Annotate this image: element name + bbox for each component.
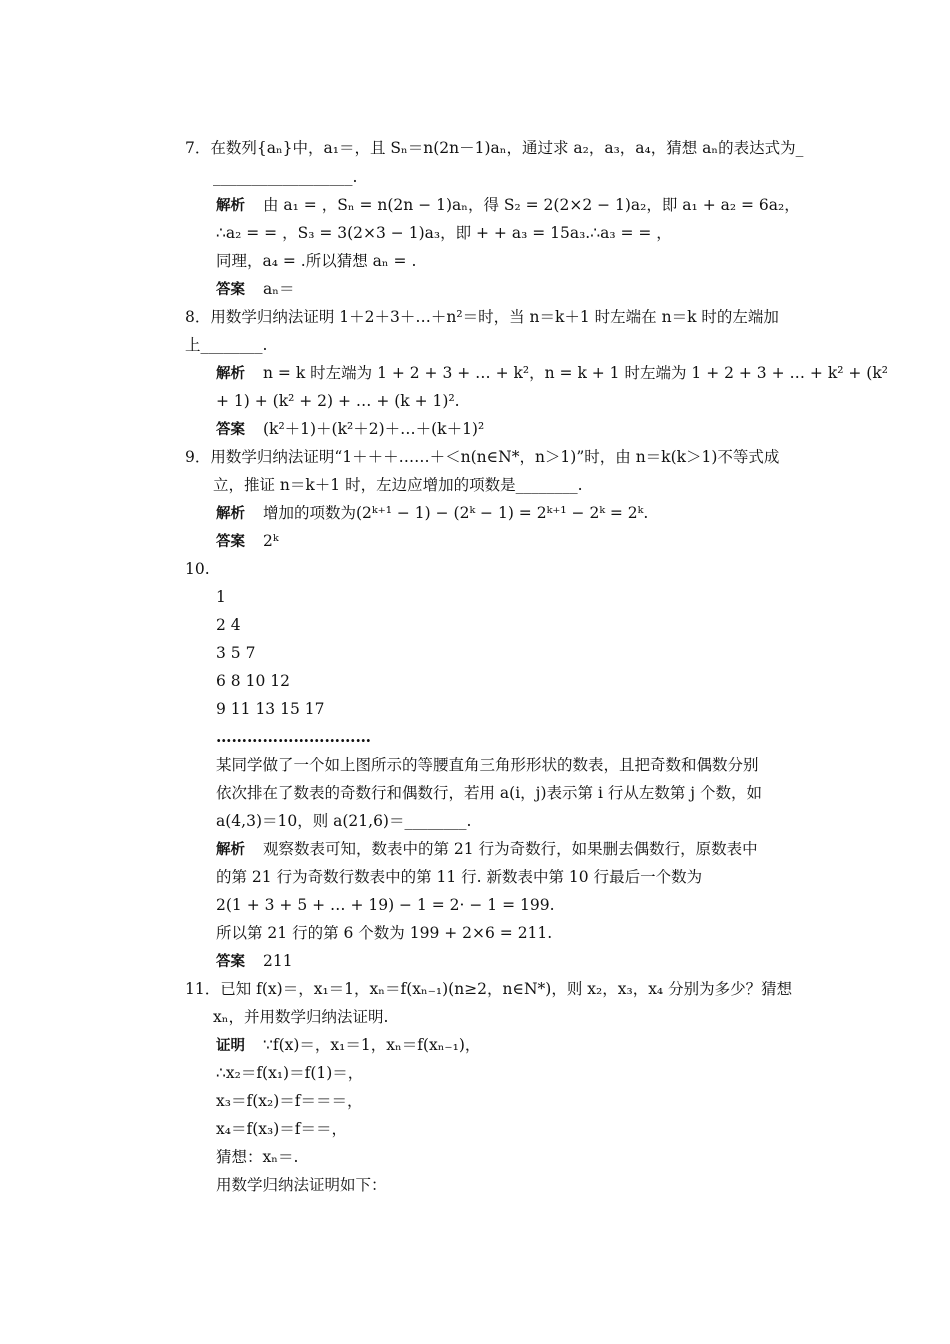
line-text: x₃＝f(x₂)＝f＝＝＝，: [216, 1092, 363, 1110]
line-text: 上________.: [185, 336, 268, 354]
text-line: [216, 251, 416, 271]
text-line: [216, 587, 226, 607]
section-label: 答案: [216, 954, 245, 970]
line-text: __________________.: [213, 168, 358, 186]
text-line: [216, 923, 552, 943]
text-line: [216, 699, 324, 719]
text-line: [185, 447, 779, 467]
text-line: [216, 811, 471, 831]
line-text: 增加的项数为(2ᵏ⁺¹ − 1) − (2ᵏ − 1) = 2ᵏ⁺¹ − 2ᵏ = 2ᵏ.: [263, 504, 649, 522]
line-text: 同理，a₄ = .所以猜想 aₙ = .: [216, 252, 417, 270]
text-line: [216, 671, 290, 691]
line-text: 3 5 7: [216, 644, 256, 662]
section-label: 解析: [216, 366, 245, 382]
line-text: 依次排在了数表的奇数行和偶数行，若用 a(i，j)表示第 i 行从左数第 j 个数，如: [216, 784, 762, 802]
text-line: [216, 783, 762, 803]
line-text: 6 8 10 12: [216, 672, 290, 690]
line-text: …………………………: [216, 727, 371, 746]
text-line: [216, 391, 460, 411]
line-text: 9．用数学归纳法证明“1＋＋＋……＋＜n(n∈N*，n＞1)”时，由 n＝k(k＞1)不等式成: [185, 448, 780, 466]
text-line: [216, 839, 758, 860]
text-line: [213, 167, 357, 187]
line-text: 11．已知 f(x)＝，x₁＝1，xₙ＝f(xₙ₋₁)(n≥2，n∈N*)，则 x₂，x₃，x₄ 分别为多少？猜想: [185, 980, 793, 998]
line-text: 观察数表可知，数表中的第 21 行为奇数行，如果删去偶数行，原数表中: [263, 840, 758, 858]
section-label: 证明: [216, 1038, 245, 1054]
line-text: 2 4: [216, 616, 241, 634]
section-label: 答案: [216, 282, 245, 298]
text-line: [216, 195, 800, 216]
text-line: [216, 363, 888, 384]
line-text: (k²＋1)＋(k²＋2)＋…＋(k＋1)²: [263, 420, 485, 438]
text-line: [216, 1091, 362, 1111]
text-line: [213, 1007, 388, 1027]
line-text: aₙ＝: [263, 280, 295, 298]
text-line: [185, 307, 779, 327]
line-text: 211: [263, 952, 293, 970]
section-label: 解析: [216, 842, 245, 858]
text-line: [216, 1119, 347, 1139]
text-line: [216, 1035, 480, 1056]
line-text: a(4,3)＝10，则 a(21,6)＝________.: [216, 812, 472, 830]
text-line: [216, 755, 759, 775]
line-text: 8．用数学归纳法证明 1＋2＋3＋…＋n²＝时，当 n＝k＋1 时左端在 n＝k 时的左端加: [185, 308, 779, 326]
line-text: 9 11 13 15 17: [216, 700, 325, 718]
text-line: [216, 223, 672, 243]
section-label: 答案: [216, 422, 245, 438]
line-text: 用数学归纳法证明如下：: [216, 1176, 387, 1194]
text-line: [216, 419, 484, 440]
text-line: [216, 1175, 387, 1195]
line-text: 10.: [185, 560, 210, 578]
line-text: x₄＝f(x₃)＝f＝＝，: [216, 1120, 347, 1138]
text-line: [185, 335, 267, 355]
text-line: [213, 475, 583, 495]
line-text: 某同学做了一个如上图所示的等腰直角三角形形状的数表，且把奇数和偶数分别: [216, 756, 759, 774]
line-text: 2(1 + 3 + 5 + … + 19) − 1 = 2· − 1 = 199.: [216, 896, 555, 914]
text-line: [216, 643, 255, 663]
section-label: 解析: [216, 198, 245, 214]
line-text: 7．在数列{aₙ}中，a₁＝，且 Sₙ＝n(2n－1)aₙ，通过求 a₂，a₃，a₄，猜想 aₙ的表达式为_: [185, 139, 804, 157]
text-line: [216, 531, 279, 552]
line-text: + 1) + (k² + 2) + … + (k + 1)².: [216, 392, 460, 410]
text-line: [216, 503, 648, 524]
text-line: [216, 279, 294, 300]
line-text: 立，推证 n＝k＋1 时，左边应增加的项数是________.: [213, 476, 583, 494]
line-text: 猜想：xₙ＝.: [216, 1148, 299, 1166]
line-text: 1: [216, 588, 226, 606]
section-label: 解析: [216, 506, 245, 522]
line-text: xₙ，并用数学归纳法证明.: [213, 1008, 389, 1026]
text-line: [216, 895, 555, 915]
text-line: [216, 951, 293, 972]
section-label: 答案: [216, 534, 245, 550]
text-line: [185, 559, 210, 579]
line-text: 由 a₁ = ，Sₙ = n(2n − 1)aₙ，得 S₂ = 2(2×2 − 1)a₂，即 a₁ + a₂ = 6a₂，: [263, 196, 800, 214]
line-text: ∴a₂ = = ，S₃ = 3(2×3 − 1)a₃，即 + + a₃ = 15a₃.∴a₃ = = ，: [216, 224, 672, 242]
line-text: ∴x₂＝f(x₁)＝f(1)＝，: [216, 1064, 364, 1082]
line-text: n = k 时左端为 1 + 2 + 3 + … + k²，n = k + 1 时左端为 1 + 2 + 3 + … + k² + (k²: [263, 364, 888, 382]
text-line: [216, 867, 702, 887]
line-text: 的第 21 行为奇数行数表中的第 11 行. 新数表中第 10 行最后一个数为: [216, 868, 703, 886]
text-line: [185, 138, 803, 158]
line-text: 所以第 21 行的第 6 个数为 199 + 2×6 = 211.: [216, 924, 553, 942]
line-text: ∵f(x)＝，x₁＝1，xₙ＝f(xₙ₋₁)，: [263, 1036, 481, 1054]
text-line: [216, 1063, 363, 1083]
text-line: [185, 979, 792, 999]
text-line: [216, 727, 371, 747]
text-line: [216, 1147, 298, 1167]
line-text: 2ᵏ: [263, 532, 279, 550]
text-line: [216, 615, 241, 635]
